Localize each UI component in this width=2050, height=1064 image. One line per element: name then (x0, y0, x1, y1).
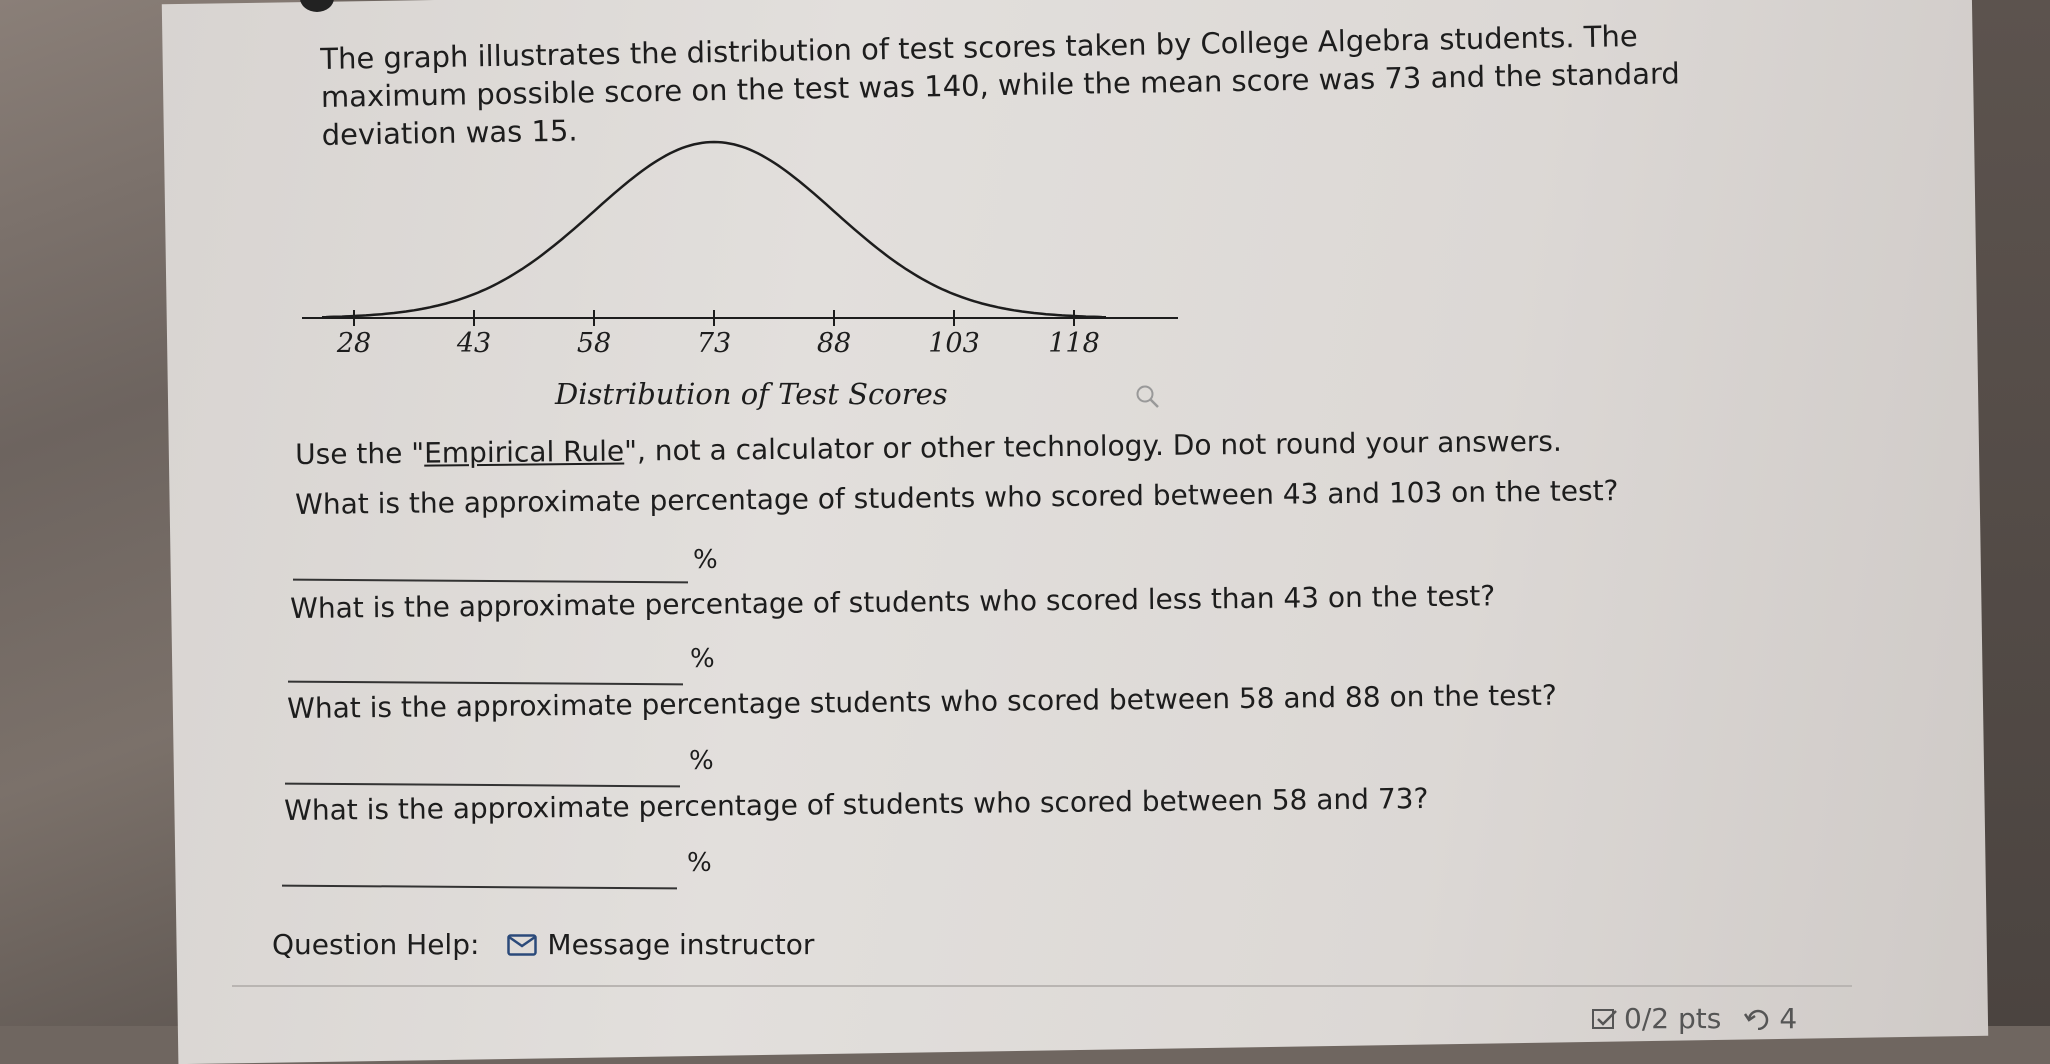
question-3-text: What is the approximate percentage students who scored between 58 and 88 on the test? (287, 678, 1557, 725)
normal-curve (322, 142, 1106, 317)
distribution-chart (290, 130, 1210, 430)
x-tick-label: 28 (336, 328, 372, 359)
question-help-label: Question Help: (272, 928, 480, 961)
message-instructor-label: Message instructor (547, 928, 815, 961)
footer-divider (232, 985, 1852, 987)
x-tick-label: 43 (456, 328, 492, 359)
attempts-label: 4 (1779, 1002, 1798, 1035)
question-1-text: What is the approximate percentage of students who scored between 43 and 103 on the test? (295, 474, 1619, 521)
x-tick-label: 103 (928, 328, 980, 359)
answer-3-unit: % (689, 746, 714, 776)
question-4-text: What is the approximate percentage of students who scored between 58 and 73? (284, 782, 1429, 827)
answer-4-input[interactable] (284, 844, 678, 886)
x-tick-label: 73 (696, 328, 732, 359)
retry-icon[interactable] (1743, 1008, 1771, 1030)
instructions-suffix: ", not a calculator or other technology. Do not round your answers. (623, 424, 1563, 468)
question-2-text: What is the approximate percentage of students who scored less than 43 on the test? (290, 579, 1496, 625)
question-prompt: The graph illustrates the distribution of test scores taken by College Algebra students. The maximum possible score on the test was 140, while the mean score was 73 and the standard deviation was 15. (320, 19, 1681, 152)
empirical-rule-link[interactable]: Empirical Rule (423, 434, 625, 470)
answer-2-unit: % (690, 644, 715, 674)
x-tick-label: 118 (1048, 328, 1100, 359)
points-label: 0/2 pts (1624, 1002, 1722, 1035)
answer-2-input[interactable] (290, 640, 684, 682)
answer-1-unit: % (693, 545, 718, 575)
message-instructor-button[interactable] (507, 928, 814, 961)
chart-title: Distribution of Test Scores (555, 377, 948, 411)
x-tick-label: 88 (816, 328, 852, 359)
search-icon[interactable] (1135, 384, 1161, 410)
answer-3-input[interactable] (287, 742, 681, 784)
answer-4-unit: % (687, 848, 712, 878)
x-tick-label: 58 (576, 328, 612, 359)
answer-1-input[interactable] (295, 538, 689, 580)
question-help (272, 928, 814, 961)
score-footer (1592, 1002, 1797, 1035)
mail-icon (507, 934, 537, 956)
instructions-prefix: Use the " (295, 436, 425, 471)
